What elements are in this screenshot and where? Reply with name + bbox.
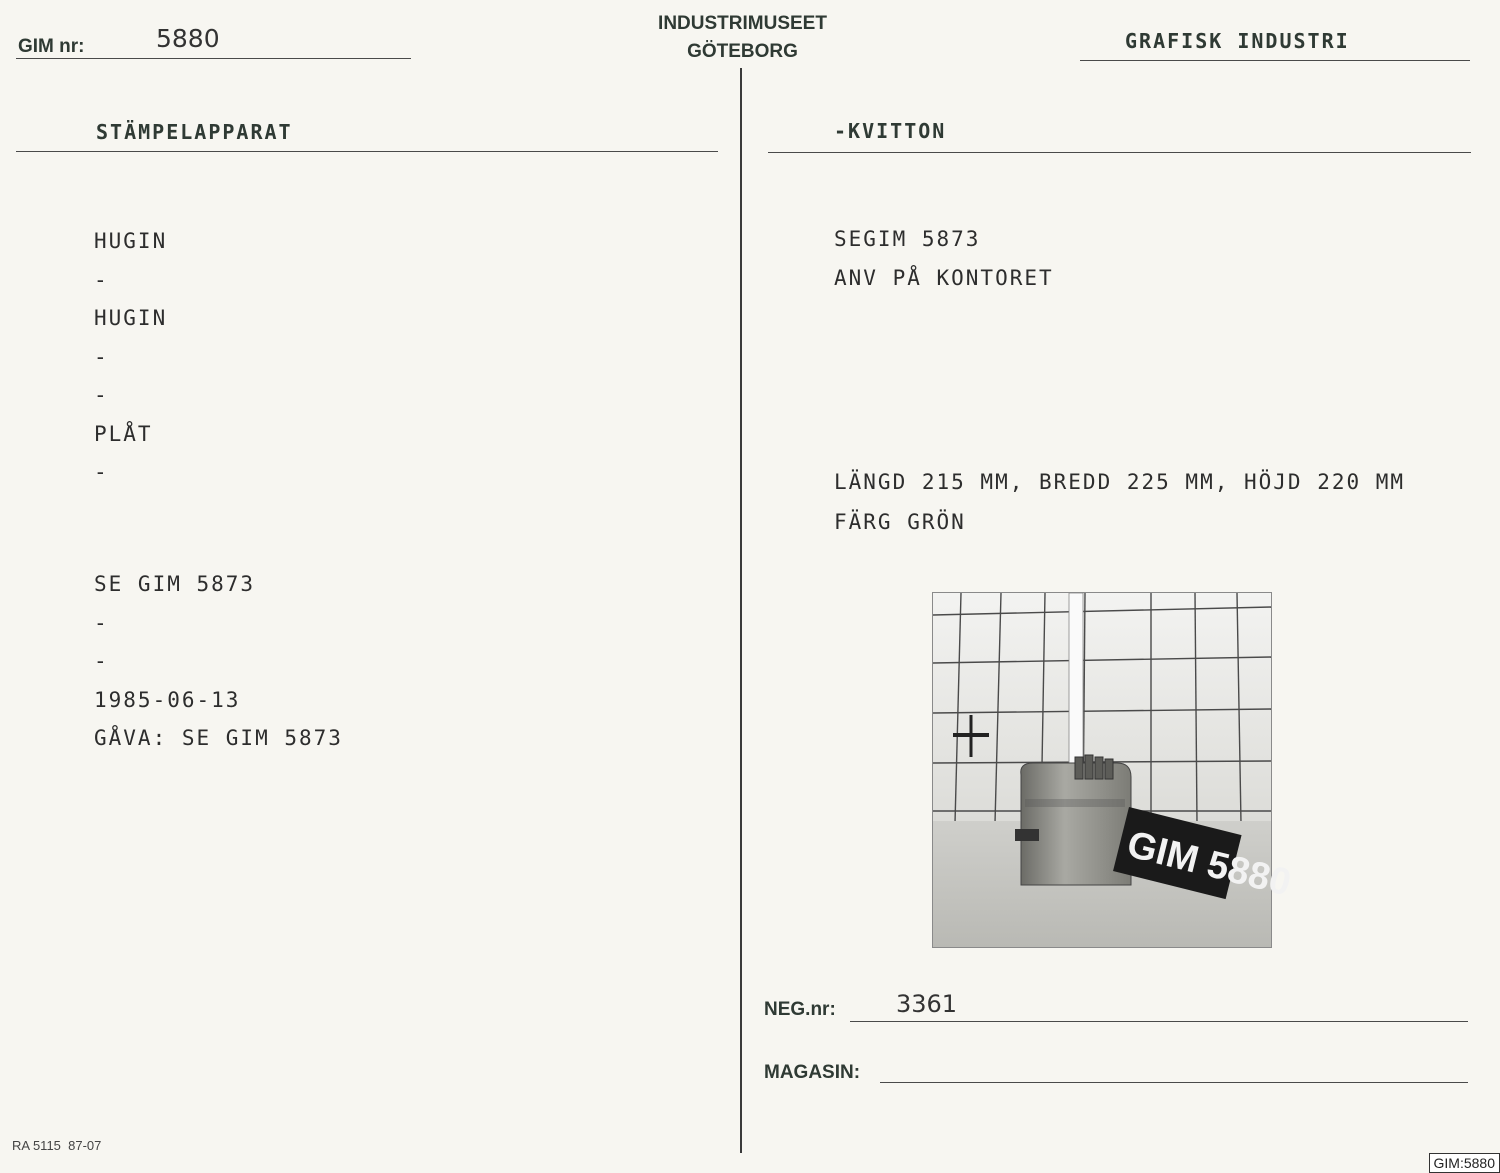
corner-id-tag: GIM:5880 — [1429, 1153, 1500, 1173]
form-code: RA 5115 87-07 — [12, 1138, 102, 1153]
left-line-10: - — [94, 649, 109, 673]
magasin-underline — [880, 1082, 1468, 1083]
maker-line: HUGIN — [94, 229, 168, 253]
gim-number: 5880 — [156, 24, 220, 53]
material-line: PLÅT — [94, 421, 153, 446]
gift-line: GÅVA: SE GIM 5873 — [94, 726, 343, 750]
object-photo — [932, 592, 1296, 948]
color-line: FÄRG GRÖN — [834, 510, 966, 534]
center-divider — [740, 68, 742, 1153]
right-details — [834, 220, 1054, 298]
gim-label: GIM nr: — [18, 36, 85, 57]
object-photo-drawing — [933, 593, 1296, 947]
use-line: ANV PÅ KONTORET — [834, 266, 1054, 290]
left-line-5: - — [94, 383, 109, 407]
object-name-underline — [16, 151, 718, 152]
museum-name — [600, 10, 885, 66]
left-line-9: - — [94, 610, 109, 635]
neg-label: NEG.nr: — [764, 999, 836, 1020]
photo-sign-text: GIM 5880 — [1122, 823, 1296, 905]
date-line: 1985-06-13 — [94, 687, 241, 712]
left-line-4: - — [94, 344, 109, 369]
object-name: STÄMPELAPPARAT — [96, 120, 293, 144]
left-line-7: - — [94, 460, 109, 484]
left-line-2: - — [94, 267, 109, 292]
category-underline — [1080, 60, 1470, 61]
left-details — [94, 222, 167, 492]
gim-underline — [16, 58, 411, 59]
museum-line-1: INDUSTRIMUSEET — [658, 13, 827, 34]
ref-line: SEGIM 5873 — [834, 227, 981, 251]
object-suffix-underline — [768, 152, 1471, 153]
neg-underline — [850, 1021, 1468, 1022]
dimensions-line: LÄNGD 215 MM, BREDD 225 MM, HÖJD 220 MM — [834, 470, 1406, 494]
category-label: GRAFISK INDUSTRI — [1125, 29, 1350, 53]
left-details-2 — [94, 565, 343, 758]
neg-number: 3361 — [896, 990, 958, 1018]
magasin-label: MAGASIN: — [764, 1062, 861, 1083]
museum-line-2: GÖTEBORG — [687, 41, 798, 62]
right-measurements — [834, 462, 1405, 542]
object-suffix: -KVITTON — [834, 119, 947, 143]
see-ref-line: SE GIM 5873 — [94, 572, 256, 596]
brand-line: HUGIN — [94, 306, 168, 330]
